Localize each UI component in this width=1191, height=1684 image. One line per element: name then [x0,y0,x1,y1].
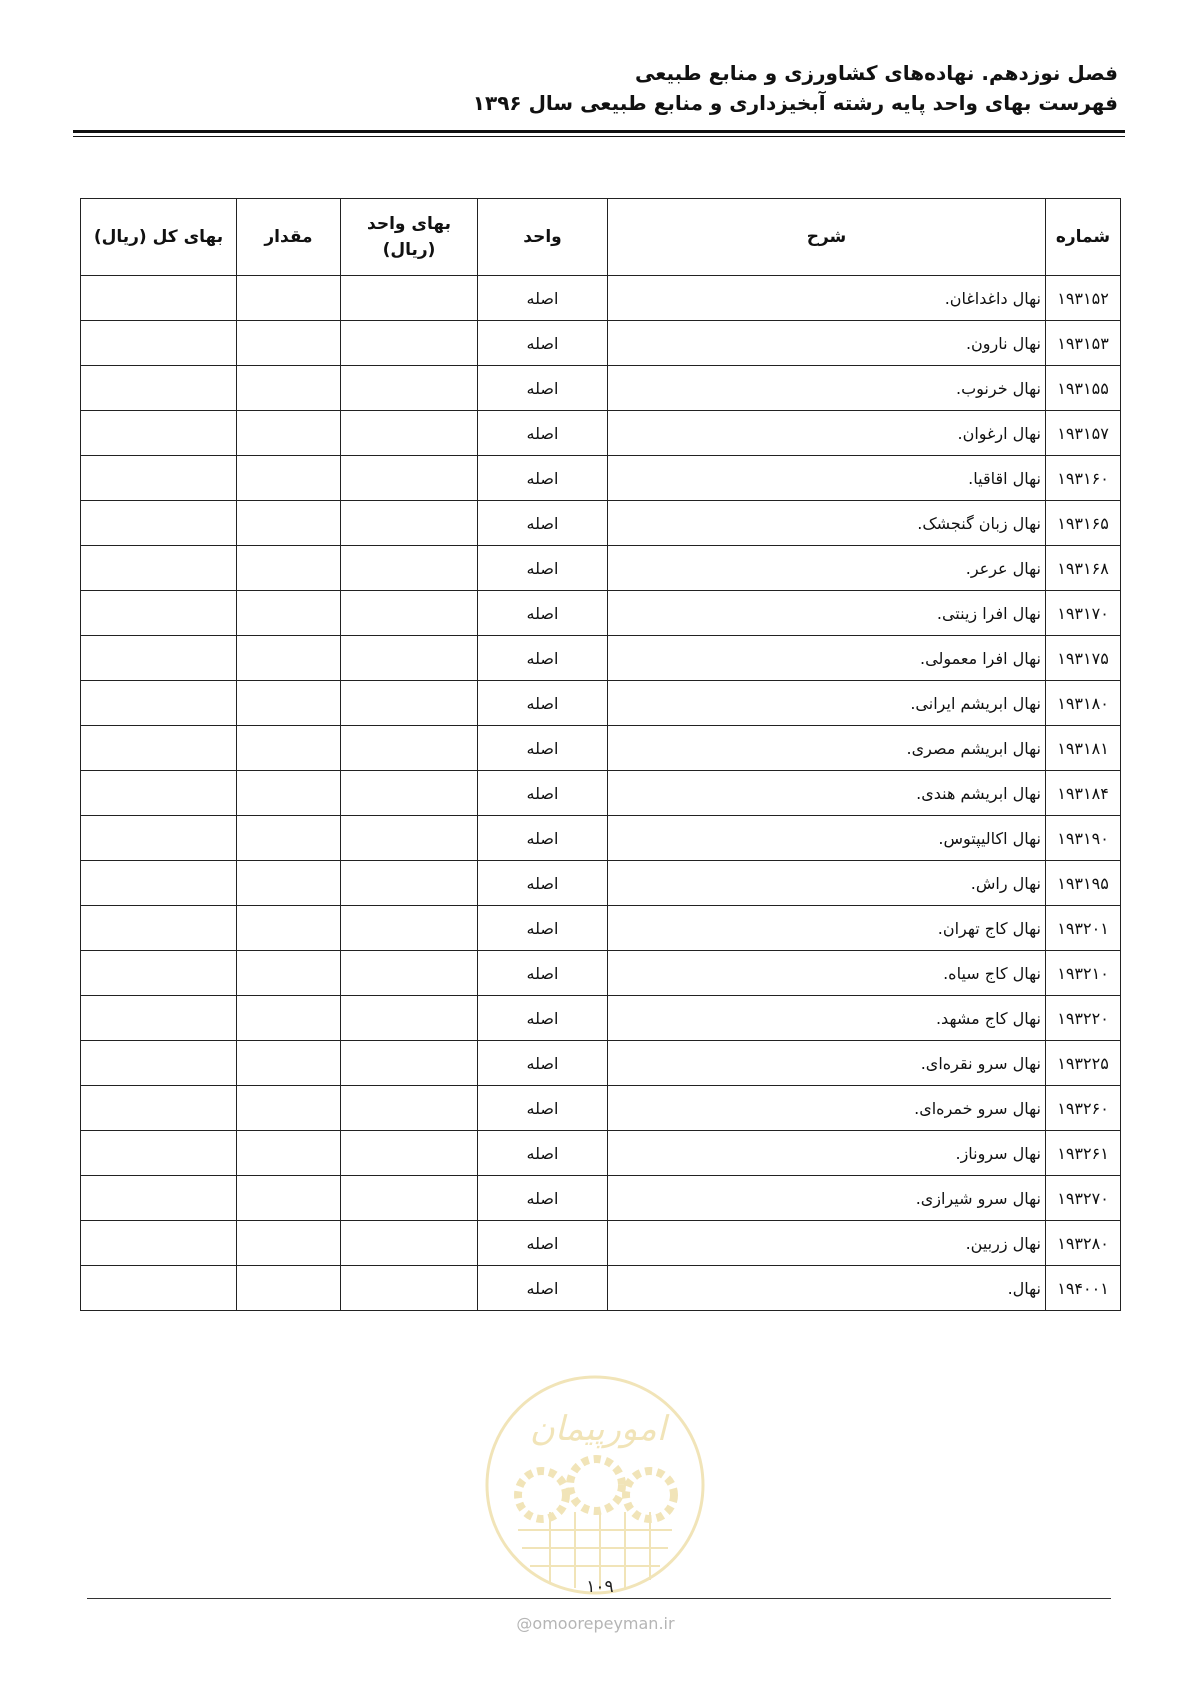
row-unit-price [341,816,478,861]
row-unit: اصله [478,771,608,816]
row-code: ۱۹۳۱۷۰ [1046,591,1121,636]
row-unit-price [341,636,478,681]
table-row [81,861,1121,906]
row-unit: اصله [478,411,608,456]
row-quantity [237,1221,341,1266]
row-unit: اصله [478,906,608,951]
row-total [81,366,237,411]
row-description: نهال سروناز. [608,1131,1046,1176]
row-unit: اصله [478,1041,608,1086]
row-quantity [237,996,341,1041]
table-row [81,681,1121,726]
row-unit-price [341,1266,478,1311]
row-total [81,906,237,951]
row-quantity [237,636,341,681]
row-quantity [237,906,341,951]
row-unit-price [341,411,478,456]
footer-rule [87,1598,1111,1599]
row-unit-price [341,1086,478,1131]
row-total [81,816,237,861]
header-description: شرح [608,199,1046,276]
row-code: ۱۹۳۱۶۸ [1046,546,1121,591]
row-unit: اصله [478,501,608,546]
header-unit: واحد [478,199,608,276]
row-unit-price [341,546,478,591]
row-description: نهال سرو شیرازی. [608,1176,1046,1221]
logo-watermark [480,1370,710,1600]
row-description: نهال سرو نقره‌ای. [608,1041,1046,1086]
row-unit-price [341,591,478,636]
row-total [81,636,237,681]
row-unit: اصله [478,591,608,636]
row-code: ۱۹۳۱۸۱ [1046,726,1121,771]
row-code: ۱۹۳۱۸۴ [1046,771,1121,816]
table-row [81,996,1121,1041]
row-description: نهال سرو خمره‌ای. [608,1086,1046,1131]
price-table [80,198,1121,1311]
row-unit-price [341,1131,478,1176]
row-quantity [237,1176,341,1221]
row-code: ۱۹۳۱۵۳ [1046,321,1121,366]
row-total [81,456,237,501]
row-total [81,1221,237,1266]
row-unit: اصله [478,726,608,771]
row-unit-price [341,1176,478,1221]
row-unit-price [341,501,478,546]
row-quantity [237,366,341,411]
row-unit: اصله [478,636,608,681]
row-unit-price [341,861,478,906]
row-code: ۱۹۴۰۰۱ [1046,1266,1121,1311]
row-unit-price [341,996,478,1041]
row-quantity [237,816,341,861]
row-code: ۱۹۳۲۶۱ [1046,1131,1121,1176]
row-quantity [237,546,341,591]
row-code: ۱۹۳۲۷۰ [1046,1176,1121,1221]
table-row [81,1266,1121,1311]
list-title: فهرست بهای واحد پایه رشته آبخیزداری و منابع طبیعی سال ۱۳۹۶ [472,91,1118,115]
row-unit: اصله [478,1221,608,1266]
row-total [81,1176,237,1221]
row-total [81,1131,237,1176]
row-unit: اصله [478,276,608,321]
page-number: ۱۰۹ [586,1577,614,1597]
row-quantity [237,456,341,501]
row-description: نهال افرا معمولی. [608,636,1046,681]
row-unit-price [341,276,478,321]
row-description: نهال اقاقیا. [608,456,1046,501]
row-code: ۱۹۳۱۹۵ [1046,861,1121,906]
row-unit: اصله [478,681,608,726]
row-unit: اصله [478,861,608,906]
row-code: ۱۹۳۱۵۷ [1046,411,1121,456]
row-total [81,951,237,996]
row-description: نهال افرا زینتی. [608,591,1046,636]
row-unit: اصله [478,951,608,996]
row-total [81,681,237,726]
table-row [81,951,1121,996]
row-quantity [237,681,341,726]
row-quantity [237,591,341,636]
row-unit: اصله [478,546,608,591]
header-quantity: مقدار [237,199,341,276]
row-description: نهال ابریشم ایرانی. [608,681,1046,726]
row-quantity [237,501,341,546]
table-row [81,636,1121,681]
row-unit: اصله [478,321,608,366]
row-unit-price [341,951,478,996]
chapter-title: فصل نوزدهم. نهاده‌های کشاورزی و منابع طبیعی [634,61,1118,85]
row-unit: اصله [478,1266,608,1311]
table-row [81,1221,1121,1266]
row-quantity [237,321,341,366]
row-code: ۱۹۳۱۶۰ [1046,456,1121,501]
header-unit-price-label: بهای واحد [367,214,451,234]
header-rule-thin [73,136,1125,137]
row-quantity [237,726,341,771]
table-row [81,726,1121,771]
row-code: ۱۹۳۱۹۰ [1046,816,1121,861]
table-row [81,321,1121,366]
row-quantity [237,276,341,321]
table-row [81,1041,1121,1086]
row-unit-price [341,1221,478,1266]
row-unit: اصله [478,1131,608,1176]
row-code: ۱۹۳۲۶۰ [1046,1086,1121,1131]
row-code: ۱۹۳۲۱۰ [1046,951,1121,996]
row-description: نهال کاج مشهد. [608,996,1046,1041]
row-total [81,1041,237,1086]
row-unit: اصله [478,1086,608,1131]
row-total [81,996,237,1041]
row-code: ۱۹۳۱۵۵ [1046,366,1121,411]
header-unit-price-currency: (ریال) [382,240,436,260]
header-unit-price [341,199,478,276]
row-unit-price [341,906,478,951]
svg-text:امورپیمان: امورپیمان [529,1409,667,1449]
row-total [81,276,237,321]
row-code: ۱۹۳۱۸۰ [1046,681,1121,726]
row-quantity [237,411,341,456]
table-row [81,1176,1121,1221]
table-row [81,1086,1121,1131]
table-row [81,771,1121,816]
page-header [68,58,1118,118]
row-unit-price [341,321,478,366]
header-total: بهای کل (ریال) [81,199,237,276]
row-total [81,771,237,816]
row-code: ۱۹۳۲۲۵ [1046,1041,1121,1086]
table-row [81,591,1121,636]
row-description: نهال ارغوان. [608,411,1046,456]
table-header-row [81,199,1121,276]
row-description: نهال کاج سیاه. [608,951,1046,996]
row-description: نهال داغداغان. [608,276,1046,321]
row-total [81,546,237,591]
row-description: نهال راش. [608,861,1046,906]
row-unit-price [341,456,478,501]
row-description: نهال زربین. [608,1221,1046,1266]
table-row [81,456,1121,501]
table-row [81,411,1121,456]
row-description: نهال خرنوب. [608,366,1046,411]
row-code: ۱۹۳۱۵۲ [1046,276,1121,321]
row-quantity [237,1266,341,1311]
row-total [81,1266,237,1311]
header-code: شماره [1046,199,1121,276]
row-code: ۱۹۳۱۷۵ [1046,636,1121,681]
row-code: ۱۹۳۱۶۵ [1046,501,1121,546]
table-row [81,906,1121,951]
row-description: نهال نارون. [608,321,1046,366]
row-description: نهال کاج تهران. [608,906,1046,951]
row-unit: اصله [478,996,608,1041]
row-total [81,411,237,456]
footer-site: @omoorepeyman.ir [516,1614,675,1633]
table-row [81,816,1121,861]
row-description: نهال زبان گنجشک. [608,501,1046,546]
row-description: نهال ابریشم مصری. [608,726,1046,771]
row-total [81,591,237,636]
table-body [81,276,1121,1311]
row-quantity [237,771,341,816]
row-unit-price [341,726,478,771]
row-quantity [237,1131,341,1176]
row-description: نهال ابریشم هندی. [608,771,1046,816]
row-total [81,1086,237,1131]
row-unit-price [341,1041,478,1086]
table-row [81,501,1121,546]
row-unit: اصله [478,456,608,501]
row-unit: اصله [478,366,608,411]
row-code: ۱۹۳۲۸۰ [1046,1221,1121,1266]
row-unit-price [341,681,478,726]
row-unit-price [341,366,478,411]
row-description: نهال اکالیپتوس. [608,816,1046,861]
row-quantity [237,1041,341,1086]
row-unit-price [341,771,478,816]
row-unit: اصله [478,1176,608,1221]
row-quantity [237,861,341,906]
row-description: نهال عرعر. [608,546,1046,591]
table-row [81,546,1121,591]
row-total [81,321,237,366]
table-row [81,276,1121,321]
row-total [81,501,237,546]
row-quantity [237,1086,341,1131]
header-rule-thick [73,130,1125,133]
row-total [81,726,237,771]
row-code: ۱۹۳۲۰۱ [1046,906,1121,951]
row-unit: اصله [478,816,608,861]
row-description: نهال. [608,1266,1046,1311]
row-quantity [237,951,341,996]
row-total [81,861,237,906]
row-code: ۱۹۳۲۲۰ [1046,996,1121,1041]
table-row [81,1131,1121,1176]
table-row [81,366,1121,411]
